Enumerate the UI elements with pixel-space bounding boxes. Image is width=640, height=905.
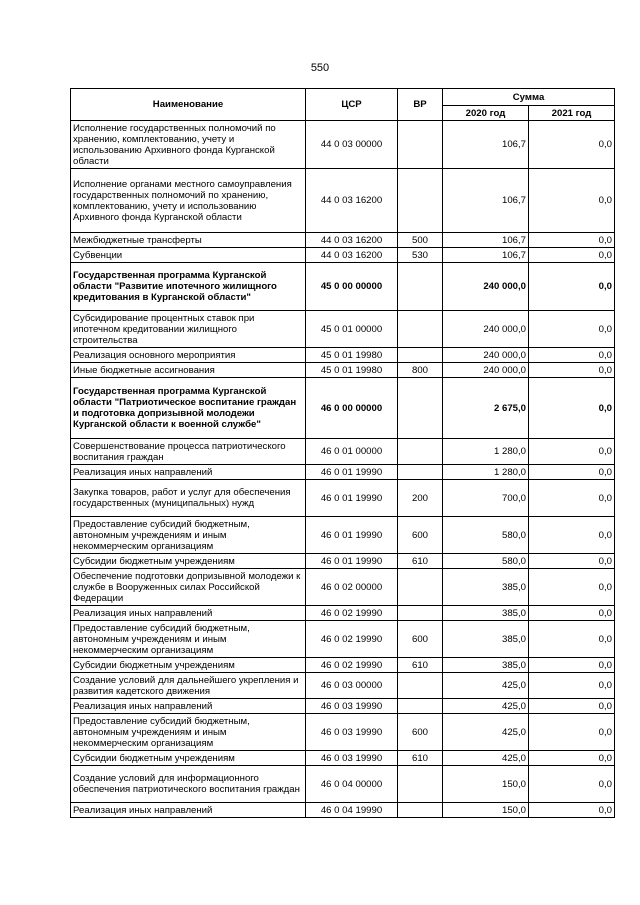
row-2020-cell: 2 675,0 [443,378,529,439]
row-csr-cell: 46 0 03 00000 [306,673,398,699]
row-vr-cell: 500 [398,233,443,248]
header-row [71,89,615,106]
row-2021-cell: 0,0 [529,233,615,248]
row-2021-cell: 0,0 [529,751,615,766]
row-name-cell: Межбюджетные трансферты [71,233,306,248]
row-csr-cell: 46 0 02 19990 [306,658,398,673]
row-2020-cell: 106,7 [443,169,529,233]
row-name-cell: Государственная программа Курганской области "Патриотическое воспитание граждан и подготовка допризывной молодежи Курганской области к военной службе" [71,378,306,439]
row-name-cell: Предоставление субсидий бюджетным, автономным учреждениям и иным некоммерческим организациям [71,714,306,751]
row-2021-cell: 0,0 [529,569,615,606]
row-name-cell: Реализация иных направлений [71,606,306,621]
row-2021-cell: 0,0 [529,311,615,348]
row-2020-cell: 385,0 [443,606,529,621]
row-name-cell: Субвенции [71,248,306,263]
row-2021-cell: 0,0 [529,699,615,714]
table-row [71,569,615,606]
row-2020-cell: 150,0 [443,766,529,803]
table-row [71,121,615,169]
row-2021-cell: 0,0 [529,554,615,569]
table-row [71,751,615,766]
row-2020-cell: 425,0 [443,714,529,751]
row-vr-cell: 200 [398,480,443,517]
row-name-cell: Создание условий для информационного обеспечения патриотического воспитания граждан [71,766,306,803]
row-vr-cell [398,699,443,714]
row-name-cell: Исполнение государственных полномочий по хранению, комплектованию, учету и использованию Архивного фонда Курганской области [71,121,306,169]
row-name-cell: Исполнение органами местного самоуправления государственных полномочий по хранению, комплектованию, учету и использованию Архивного фонда Курганской области [71,169,306,233]
row-2020-cell: 580,0 [443,517,529,554]
row-csr-cell: 46 0 04 00000 [306,766,398,803]
row-vr-cell [398,311,443,348]
table-row [71,311,615,348]
table-row [71,606,615,621]
row-2020-cell: 385,0 [443,569,529,606]
row-2020-cell: 150,0 [443,803,529,818]
row-2020-cell: 240 000,0 [443,311,529,348]
row-csr-cell: 44 0 03 16200 [306,248,398,263]
row-2020-cell: 385,0 [443,658,529,673]
row-2021-cell: 0,0 [529,621,615,658]
row-vr-cell [398,569,443,606]
table-row [71,803,615,818]
row-name-cell: Обеспечение подготовки допризывной молодежи к службе в Вооруженных силах Российской Федерации [71,569,306,606]
row-csr-cell: 46 0 02 00000 [306,569,398,606]
table-row [71,233,615,248]
row-name-cell: Реализация иных направлений [71,465,306,480]
row-name-cell: Государственная программа Курганской области "Развитие ипотечного жилищного кредитования в Курганской области" [71,263,306,311]
row-2020-cell: 240 000,0 [443,348,529,363]
row-2021-cell: 0,0 [529,480,615,517]
row-vr-cell [398,673,443,699]
row-2021-cell: 0,0 [529,465,615,480]
row-vr-cell [398,263,443,311]
row-vr-cell: 600 [398,714,443,751]
row-2021-cell: 0,0 [529,766,615,803]
row-csr-cell: 46 0 02 19990 [306,621,398,658]
table-row [71,363,615,378]
row-csr-cell: 46 0 01 19990 [306,465,398,480]
row-2020-cell: 1 280,0 [443,439,529,465]
row-name-cell: Предоставление субсидий бюджетным, автономным учреждениям и иным некоммерческим организациям [71,517,306,554]
header-2021: 2021 год [529,106,615,121]
table-row [71,658,615,673]
row-2020-cell: 425,0 [443,699,529,714]
row-vr-cell [398,169,443,233]
row-vr-cell [398,606,443,621]
row-csr-cell: 44 0 03 16200 [306,233,398,248]
row-csr-cell: 45 0 01 19980 [306,348,398,363]
table-row [71,517,615,554]
table-row [71,554,615,569]
row-2021-cell: 0,0 [529,248,615,263]
row-csr-cell: 45 0 00 00000 [306,263,398,311]
table-row [71,480,615,517]
row-2020-cell: 425,0 [443,673,529,699]
row-csr-cell: 46 0 01 19990 [306,554,398,569]
row-name-cell: Субсидии бюджетным учреждениям [71,658,306,673]
row-2020-cell: 106,7 [443,121,529,169]
row-name-cell: Субсидирование процентных ставок при ипотечном кредитовании жилищного строительства [71,311,306,348]
row-2020-cell: 385,0 [443,621,529,658]
row-vr-cell [398,121,443,169]
row-name-cell: Реализация основного мероприятия [71,348,306,363]
row-vr-cell [398,378,443,439]
row-csr-cell: 45 0 01 19980 [306,363,398,378]
row-vr-cell: 530 [398,248,443,263]
header-csr: ЦСР [306,89,398,121]
table-row [71,766,615,803]
row-vr-cell: 800 [398,363,443,378]
table-row [71,248,615,263]
row-name-cell: Реализация иных направлений [71,699,306,714]
row-name-cell: Предоставление субсидий бюджетным, автономным учреждениям и иным некоммерческим организациям [71,621,306,658]
table-row [71,439,615,465]
row-2020-cell: 240 000,0 [443,263,529,311]
row-csr-cell: 46 0 01 00000 [306,439,398,465]
row-vr-cell: 600 [398,621,443,658]
row-2021-cell: 0,0 [529,378,615,439]
row-name-cell: Субсидии бюджетным учреждениям [71,554,306,569]
page-number: 550 [310,62,330,74]
table-row [71,169,615,233]
row-2021-cell: 0,0 [529,803,615,818]
row-name-cell: Закупка товаров, работ и услуг для обеспечения государственных (муниципальных) нужд [71,480,306,517]
table-body [71,121,615,818]
row-2021-cell: 0,0 [529,121,615,169]
row-2021-cell: 0,0 [529,673,615,699]
row-name-cell: Иные бюджетные ассигнования [71,363,306,378]
row-csr-cell: 44 0 03 16200 [306,169,398,233]
row-csr-cell: 46 0 03 19990 [306,714,398,751]
row-name-cell: Совершенствование процесса патриотического воспитания граждан [71,439,306,465]
row-2021-cell: 0,0 [529,439,615,465]
row-vr-cell: 610 [398,554,443,569]
row-csr-cell: 46 0 01 19990 [306,517,398,554]
row-2020-cell: 700,0 [443,480,529,517]
row-csr-cell: 44 0 03 00000 [306,121,398,169]
row-csr-cell: 46 0 04 19990 [306,803,398,818]
header-sum: Сумма [443,89,615,106]
row-2020-cell: 425,0 [443,751,529,766]
header-vr: ВР [398,89,443,121]
row-vr-cell [398,766,443,803]
row-2020-cell: 240 000,0 [443,363,529,378]
row-2021-cell: 0,0 [529,363,615,378]
table-row [71,465,615,480]
row-vr-cell [398,439,443,465]
row-2020-cell: 106,7 [443,233,529,248]
table-row [71,673,615,699]
row-vr-cell [398,348,443,363]
row-vr-cell: 610 [398,751,443,766]
table-row [71,348,615,363]
row-2021-cell: 0,0 [529,658,615,673]
table-row [71,263,615,311]
row-csr-cell: 46 0 01 19990 [306,480,398,517]
row-csr-cell: 46 0 03 19990 [306,699,398,714]
row-csr-cell: 46 0 02 19990 [306,606,398,621]
row-2021-cell: 0,0 [529,169,615,233]
row-2021-cell: 0,0 [529,263,615,311]
row-2021-cell: 0,0 [529,348,615,363]
row-2020-cell: 580,0 [443,554,529,569]
table-row [71,714,615,751]
table-row [71,699,615,714]
row-2020-cell: 1 280,0 [443,465,529,480]
row-vr-cell [398,465,443,480]
row-2021-cell: 0,0 [529,517,615,554]
row-vr-cell: 600 [398,517,443,554]
row-csr-cell: 46 0 03 19990 [306,751,398,766]
row-csr-cell: 46 0 00 00000 [306,378,398,439]
table-row [71,378,615,439]
row-csr-cell: 45 0 01 00000 [306,311,398,348]
header-name: Наименование [71,89,306,121]
header-2020: 2020 год [443,106,529,121]
row-name-cell: Реализация иных направлений [71,803,306,818]
row-2021-cell: 0,0 [529,714,615,751]
row-vr-cell [398,803,443,818]
budget-table [70,88,615,818]
table-row [71,621,615,658]
row-vr-cell: 610 [398,658,443,673]
row-name-cell: Создание условий для дальнейшего укрепления и развития кадетского движения [71,673,306,699]
row-name-cell: Субсидии бюджетным учреждениям [71,751,306,766]
row-2021-cell: 0,0 [529,606,615,621]
row-2020-cell: 106,7 [443,248,529,263]
